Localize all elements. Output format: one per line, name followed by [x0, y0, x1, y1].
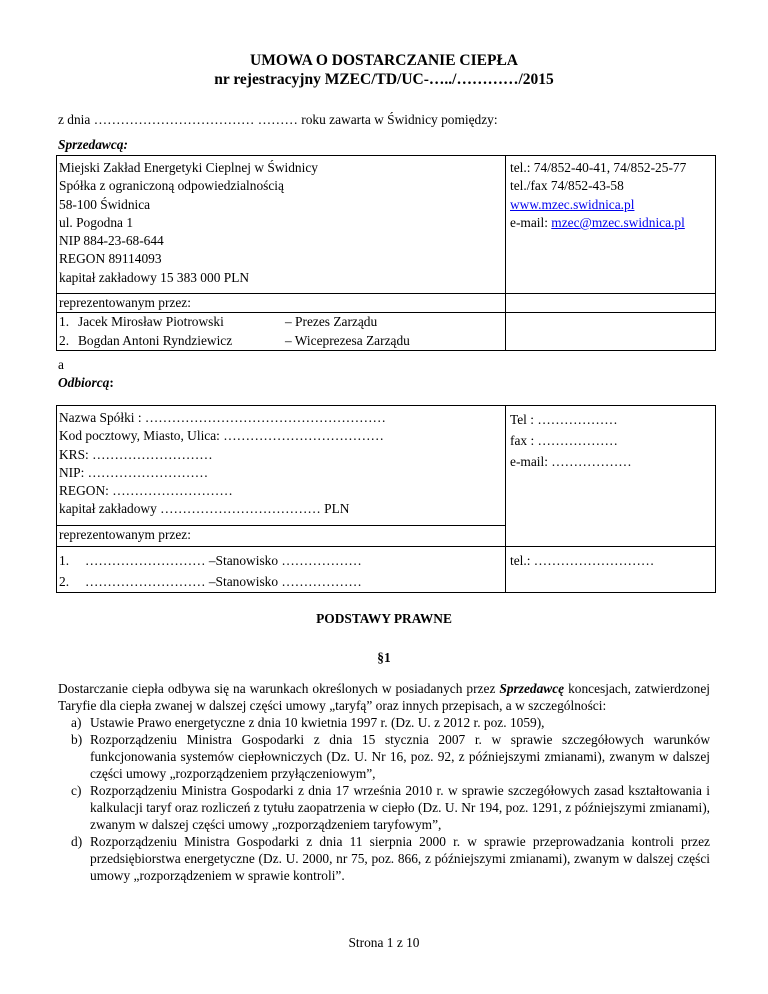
seller-street: ul. Pogodna 1	[59, 214, 134, 230]
buyer-rep-2[interactable]	[59, 571, 505, 592]
buyer-email-field[interactable]: e-mail: ………………	[510, 454, 632, 469]
legal-act-b: b) Rozporządzeniu Ministra Gospodarki z dnia 15 stycznia 2007 r. w sprawie szczegółowych warunków funkcjonowania systemów ciepłowniczych (Dz. U. Nr 16, poz. 92, z późniejszymi zmianami), zwanym w dalszej części umowy „rozporządzeniem przyłączeniowym”,	[71, 732, 710, 781]
seller-nip: NIP 884-23-68-644	[59, 233, 164, 249]
buyer-label: Odbiorcą	[58, 375, 110, 390]
seller-rep-1-role: – Prezes Zarządu	[285, 314, 378, 330]
buyer-info-cell	[57, 406, 506, 526]
buyer-fax-field[interactable]: fax : ………………	[510, 433, 618, 448]
seller-emphasis: Sprzedawcę	[499, 681, 565, 696]
seller-table	[56, 155, 716, 351]
legal-act-a: a) Ustawie Prawo energetyczne z dnia 10 kwietnia 1997 r. (Dz. U. z 2012 r. poz. 1059),	[71, 715, 545, 730]
seller-rep-2-role: – Wiceprezesa Zarządu	[285, 332, 410, 348]
seller-email-prefix: e-mail:	[510, 214, 552, 230]
date-line: z dnia ……………………………… ……… roku zawarta w Świdnicy pomiędzy:	[58, 112, 498, 127]
legal-act-c: c) Rozporządzeniu Ministra Gospodarki z dnia 17 września 2010 r. w sprawie szczegółowych zasad kształtowania i kalkulacji taryf oraz rozliczeń z tytułu zaopatrzenia w ciepło (Dz. U. Nr 194, poz. 1291, z późniejszymi zmianami), zwanym w dalszej części umowy „rozporządzeniem taryfowym”,	[71, 783, 710, 832]
seller-label: Sprzedawcą:	[58, 137, 128, 152]
seller-rep-2-num: 2.	[59, 332, 70, 348]
legal-section-number: §1	[377, 650, 391, 665]
seller-website-link[interactable]: www.mzec.swidnica.pl	[510, 196, 635, 212]
buyer-contact-cell	[506, 406, 716, 547]
seller-rep-1-num: 1.	[59, 314, 70, 330]
seller-city: 58-100 Świdnica	[59, 196, 151, 212]
buyer-rep-2-num: 2.	[59, 574, 70, 589]
seller-reps-empty-cell	[506, 294, 716, 351]
buyer-label-line	[58, 375, 114, 391]
seller-company-type: Spółka z ograniczoną odpowiedzialnością	[59, 178, 284, 194]
seller-represented-by: reprezentowanym przez:	[57, 294, 505, 313]
seller-rep-2	[59, 332, 505, 350]
buyer-represented-cell	[57, 525, 506, 546]
page-number: Strona 1 z 10	[348, 935, 420, 950]
seller-reps-cell	[57, 294, 506, 351]
registration-number: nr rejestracyjny MZEC/TD/UC-…../…………/2015	[214, 71, 554, 88]
legal-body	[58, 680, 710, 884]
buyer-krs-field[interactable]: KRS: ………………………	[59, 446, 213, 462]
buyer-capital-field[interactable]: kapitał zakładowy ……………………………… PLN	[59, 501, 350, 517]
seller-contact-cell	[506, 156, 716, 294]
seller-rep-1	[59, 313, 505, 331]
buyer-label-colon: :	[109, 375, 114, 390]
buyer-rep-1[interactable]	[59, 550, 505, 571]
seller-regon: REGON 89114093	[59, 251, 162, 267]
buyer-rep-1-num: 1.	[59, 553, 70, 568]
seller-name: Miejski Zakład Energetyki Cieplnej w Świdnicy	[59, 160, 318, 175]
conjunction: a	[58, 357, 64, 372]
buyer-company-name-field[interactable]: Nazwa Spółki : ………………………………………………	[59, 410, 386, 425]
legal-intro: Dostarczanie ciepła odbywa się na warunkach określonych w posiadanych przez Sprzedawcę koncesjach, zatwierdzonej Taryfie dla ciepła zwanej w dalszej części umowy „taryfą” oraz innych przepisach, a w szczególności:	[58, 681, 710, 713]
buyer-nip-field[interactable]: NIP: ………………………	[59, 464, 209, 480]
seller-rep-2-name: Bogdan Antoni Ryndziewicz	[78, 332, 233, 348]
buyer-tel-field[interactable]: Tel : ………………	[510, 412, 618, 427]
seller-info-cell	[57, 156, 506, 294]
document-title: UMOWA O DOSTARCZANIE CIEPŁA	[250, 52, 518, 69]
buyer-reps-cell	[57, 547, 506, 593]
buyer-rep-1-text: ……………………… –Stanowisko ………………	[85, 553, 362, 568]
seller-rep-1-name: Jacek Mirosław Piotrowski	[78, 314, 224, 330]
seller-capital: kapitał zakładowy 15 383 000 PLN	[59, 269, 250, 285]
buyer-rep-2-text: ……………………… –Stanowisko ………………	[85, 574, 362, 589]
buyer-address-field[interactable]: Kod pocztowy, Miasto, Ulica: ………………………………	[59, 428, 384, 444]
legal-acts-list	[71, 714, 710, 884]
seller-fax: tel./fax 74/852-43-58	[510, 178, 624, 194]
legal-act-d: d) Rozporządzeniu Ministra Gospodarki z dnia 11 sierpnia 2000 r. w sprawie przeprowadzania kontroli przez przedsiębiorstwa energetyczne (Dz. U. 2000, nr 75, poz. 866, z późniejszymi zmianami), zwanym w dalszej części umowy „rozporządzeniem w sprawie kontroli”.	[71, 834, 710, 883]
buyer-rep-tel-field[interactable]: tel.: ………………………	[510, 553, 655, 568]
legal-heading: PODSTAWY PRAWNE	[316, 611, 452, 626]
buyer-rep-tel-cell	[506, 547, 716, 593]
buyer-regon-field[interactable]: REGON: ………………………	[59, 483, 233, 499]
seller-tel: tel.: 74/852-40-41, 74/852-25-77	[510, 160, 687, 175]
buyer-represented-by: reprezentowanym przez:	[59, 526, 191, 542]
seller-email-link[interactable]: mzec@mzec.swidnica.pl	[551, 214, 685, 230]
buyer-table	[56, 405, 716, 593]
